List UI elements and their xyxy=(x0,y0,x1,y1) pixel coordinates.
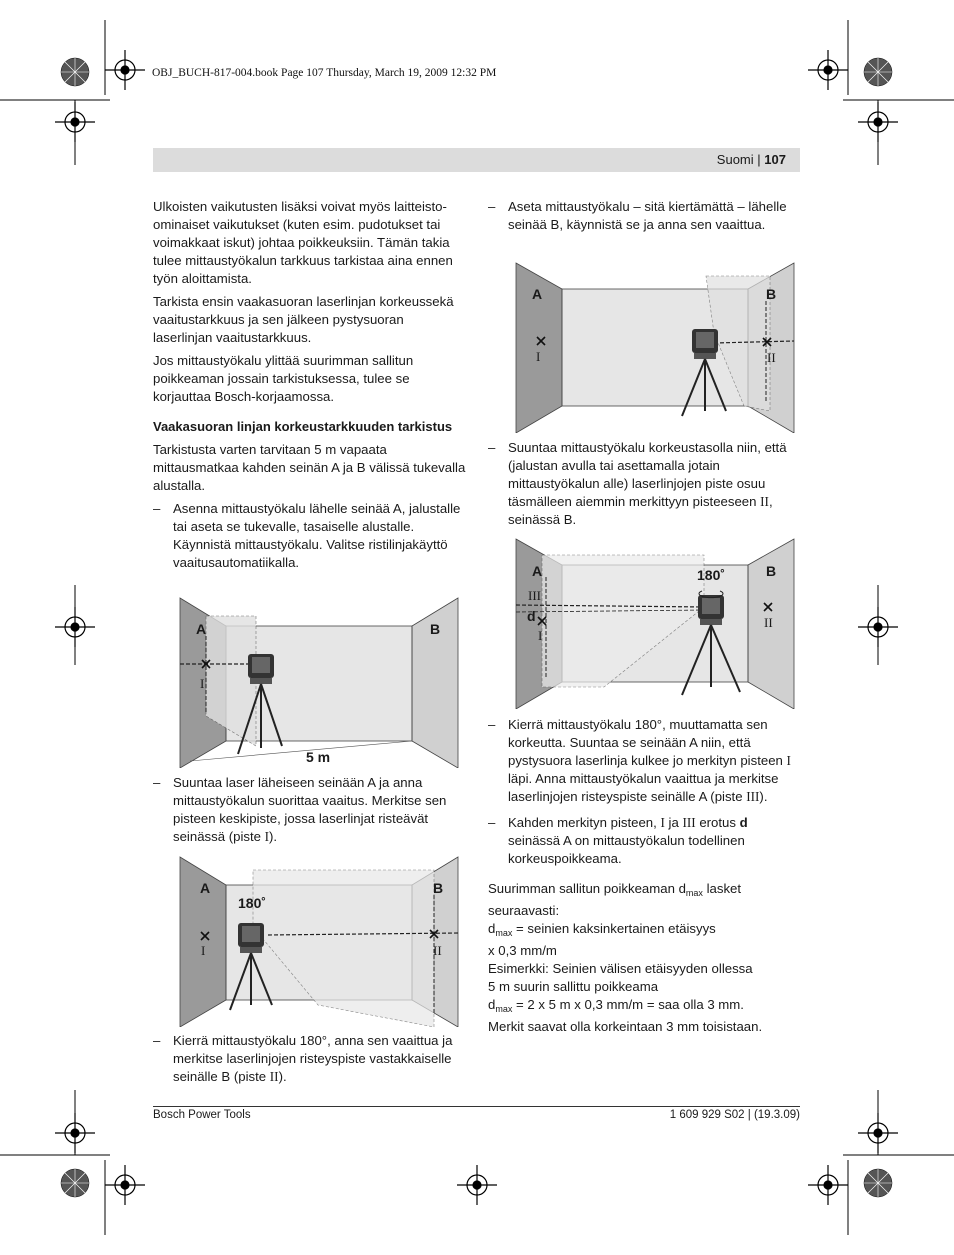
page-header xyxy=(153,148,800,172)
right-column-bottom xyxy=(488,716,800,1036)
fig2-point-i: I xyxy=(201,943,206,958)
step-5 xyxy=(488,439,800,529)
footer-doc-number: 1 609 929 S02 | (19.3.09) xyxy=(669,1109,800,1121)
step-6 xyxy=(488,716,800,806)
step-1: – Asenna mittaustyökalu lähelle seinää A, jalustalle tai aseta se tukevalle, tasaiselle alustalle. Käynnistä mittaustyökalu. Valitse ristilinjakäyttö vaaitusautomatiikalla. xyxy=(153,500,466,572)
fig4-point-ii: II xyxy=(764,615,773,630)
fig2-point-ii: II xyxy=(433,943,442,958)
intro-paragraph-1: Ulkoisten vaikutusten lisäksi voivat myös laitteisto-ominaiset vaikutukset (kuten esim. pudotukset tai voimakkaat iskut) johtaa poikkeuksiin. Tämän takia tulee mittaustyökalun tarkkuus tarkistaa aina ennen työn aloittamista. xyxy=(153,199,453,286)
fig3-wall-b-label: B xyxy=(766,286,777,302)
footer-divider xyxy=(153,1106,800,1107)
fig4-rotation-label: 180˚ xyxy=(697,567,726,583)
calc-line-2 xyxy=(488,920,800,942)
figure-2 xyxy=(178,855,460,1027)
calc-line-6-end: = 2 x 5 m x 0,3 mm/m = saa olla 3 mm. xyxy=(512,997,744,1012)
figure-3 xyxy=(514,261,796,433)
step-7-end: seinässä A on mittaustyökalun todellinen korkeuspoikkeama. xyxy=(508,833,745,866)
fig1-wall-b-label: B xyxy=(430,621,441,637)
fig3-point-i: I xyxy=(536,349,541,364)
fig2-rotation-label: 180˚ xyxy=(238,895,267,911)
step-5-text: Suuntaa mittaustyökalu korkeustasolla niin, että (jalustan avulla tai asettamalla jotain mittaustyökalun alle) laserlinjojen piste osuu täsmälleen aiemmin merkittyyn pisteeseen xyxy=(508,440,787,509)
calc-line-1-sub: max xyxy=(685,888,703,898)
step-6-text: Kierrä mittaustyökalu 180°, muuttamatta sen korkeutta. Suuntaa se seinään A niin, että pystysuora laserlinja kulkee jo merkityn pisteen xyxy=(508,717,787,768)
fig4-point-iii: III xyxy=(528,588,541,603)
step-6-end: ). xyxy=(759,789,768,804)
fig4-point-i: I xyxy=(538,628,543,643)
step-7-and: ja xyxy=(664,815,683,830)
calc-line-2-text: d xyxy=(488,921,496,936)
calc-line-1-text: Suurimman sallitun poikkeaman d xyxy=(488,881,686,896)
step-3-text: Kierrä mittaustyökalu 180°, anna sen vaaittua ja merkitse laserlinjojen risteyspiste vastakkaiselle seinälle B (piste xyxy=(173,1033,453,1084)
calc-line-3: x 0,3 mm/m xyxy=(488,943,557,958)
step-2 xyxy=(153,774,466,846)
calc-line-7: Merkit saavat olla korkeintaan 3 mm toisistaan. xyxy=(488,1019,763,1034)
step-2-text: Suuntaa laser läheiseen seinään A ja anna mittaustyökalun suorittaa vaaitus. Merkitse sen pisteen keskipiste, jossa laserlinjat risteävät seinässä (piste xyxy=(173,775,447,844)
calc-line-2-sub: max xyxy=(495,928,513,938)
intro-paragraph-2: Tarkista ensin vaakasuoran laserlinjan korkeussekä vaaitustarkkuus ja sen jälkeen pystysuoran laserlinjan vaaitustarkkuus. xyxy=(153,294,454,345)
right-column-step-4 xyxy=(488,198,800,239)
calc-line-6 xyxy=(488,996,800,1018)
step-2-point: I xyxy=(264,829,270,844)
header-page-number: 107 xyxy=(764,152,786,167)
calc-line-2-end: = seinien kaksinkertainen etäisyys xyxy=(512,921,716,936)
step-6-point-2: III xyxy=(746,789,760,804)
section-heading: Vaakasuoran linjan korkeustarkkuuden tarkistus xyxy=(153,419,453,434)
step-5-end: , seinässä B. xyxy=(508,494,773,527)
intro-paragraph-3: Jos mittaustyökalu ylittää suurimman sallitun poikkeaman jossain tarkistuksessa, tulee se korjauttaa Bosch-korjaamossa. xyxy=(153,353,414,404)
calc-line-4: Esimerkki: Seinien välisen etäisyyden ollessa xyxy=(488,961,753,976)
print-info: OBJ_BUCH-817-004.book Page 107 Thursday, March 19, 2009 12:32 PM xyxy=(152,67,497,79)
fig2-wall-b-label: B xyxy=(433,880,444,896)
fig1-distance-label: 5 m xyxy=(306,749,331,765)
left-column-step-3 xyxy=(153,1032,466,1091)
figure-4 xyxy=(514,537,796,709)
fig2-wall-a-label: A xyxy=(200,880,211,896)
header-text xyxy=(717,148,800,172)
calc-line-6-sub: max xyxy=(495,1004,513,1014)
fig4-wall-a-label: A xyxy=(532,563,543,579)
fig1-point-i: I xyxy=(200,676,205,691)
step-2-end: ). xyxy=(269,829,278,844)
step-7 xyxy=(488,814,800,868)
step-3-end: ). xyxy=(278,1069,287,1084)
calc-line-5: 5 m suurin sallittu poikkeama xyxy=(488,979,659,994)
calc-line-1 xyxy=(488,880,800,920)
header-separator: | xyxy=(757,152,761,167)
step-7-point-1: I xyxy=(660,815,665,830)
step-7-d: d xyxy=(739,815,748,830)
left-column-step-2 xyxy=(153,774,466,851)
calculation-block xyxy=(488,880,800,1036)
left-column-top xyxy=(153,198,466,577)
step-3-point: II xyxy=(269,1069,279,1084)
calc-line-6-text: d xyxy=(488,997,496,1012)
requirement-text: Tarkistusta varten tarvitaan 5 m vapaata mittausmatkaa kahden seinän A ja B välissä tukevalla alustalla. xyxy=(153,442,466,493)
step-7-mid: erotus xyxy=(695,815,740,830)
calc-line-1-end: lasket seuraavasti: xyxy=(488,881,742,918)
step-7-point-2: III xyxy=(682,815,696,830)
fig3-point-ii: II xyxy=(767,350,776,365)
fig4-difference-d: d xyxy=(527,608,536,624)
step-3 xyxy=(153,1032,466,1086)
step-7-text: Kahden merkityn pisteen, xyxy=(508,815,661,830)
step-6-mid: läpi. Anna mittaustyökalun vaaittua ja merkitse laserlinjojen risteyspiste seinälle A (piste xyxy=(508,771,779,804)
right-column-step-5 xyxy=(488,439,800,534)
fig4-wall-b-label: B xyxy=(766,563,777,579)
step-6-point-1: I xyxy=(786,753,791,768)
step-5-point: II xyxy=(760,494,769,509)
step-4: – Aseta mittaustyökalu – sitä kiertämättä – lähelle seinää B, käynnistä se ja anna sen vaaittua. xyxy=(488,198,800,234)
footer-brand: Bosch Power Tools xyxy=(153,1109,251,1121)
fig1-wall-a-label: A xyxy=(196,621,207,637)
fig3-wall-a-label: A xyxy=(532,286,543,302)
figure-1 xyxy=(178,596,460,768)
header-section: Suomi xyxy=(716,152,754,167)
